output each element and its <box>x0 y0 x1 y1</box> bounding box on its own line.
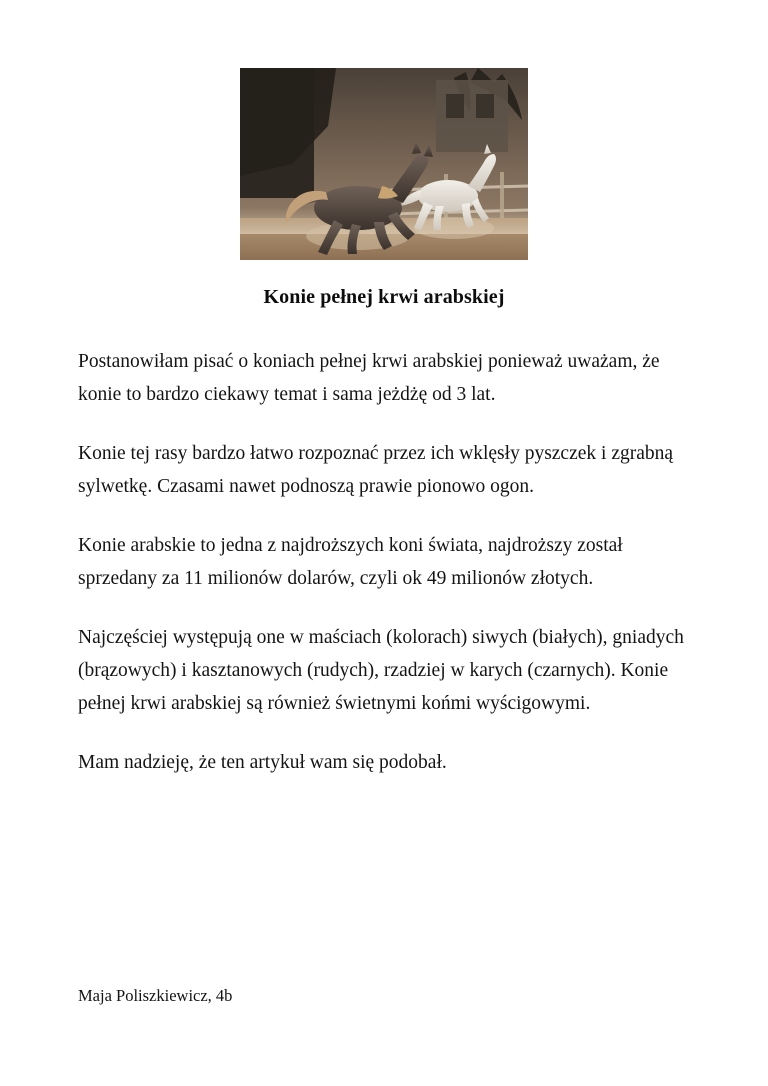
paragraph-3: Konie arabskie to jedna z najdroższych koni świata, najdroższy został sprzedany za 11 milionów dolarów, czyli ok 49 milionów złotych. <box>78 535 623 589</box>
figure-container <box>0 0 768 260</box>
article-body <box>0 309 768 779</box>
paragraph-4: Najczęściej występują one w maściach (kolorach) siwych (białych), gniadych (brązowych) i kasztanowych (rudych), rzadziej w karych (czarnych). Konie pełnej krwi arabskiej są również świetnymi końmi wyścigowymi. <box>78 627 684 714</box>
arabian-horses-photo <box>240 68 528 260</box>
page-title: Konie pełnej krwi arabskiej <box>263 286 505 308</box>
author-signature: Maja Poliszkiewicz, 4b <box>78 986 233 1005</box>
photo-artwork <box>240 68 528 260</box>
paragraph-5: Mam nadzieję, że ten artykuł wam się podobał. <box>78 752 447 773</box>
paragraph-2: Konie tej rasy bardzo łatwo rozpoznać przez ich wklęsły pyszczek i zgrabną sylwetkę. Czasami nawet podnoszą prawie pionowo ogon. <box>78 443 674 497</box>
paragraph-1: Postanowiłam pisać o koniach pełnej krwi arabskiej ponieważ uważam, że konie to bardzo ciekawy temat i sama jeżdżę od 3 lat. <box>78 351 660 405</box>
